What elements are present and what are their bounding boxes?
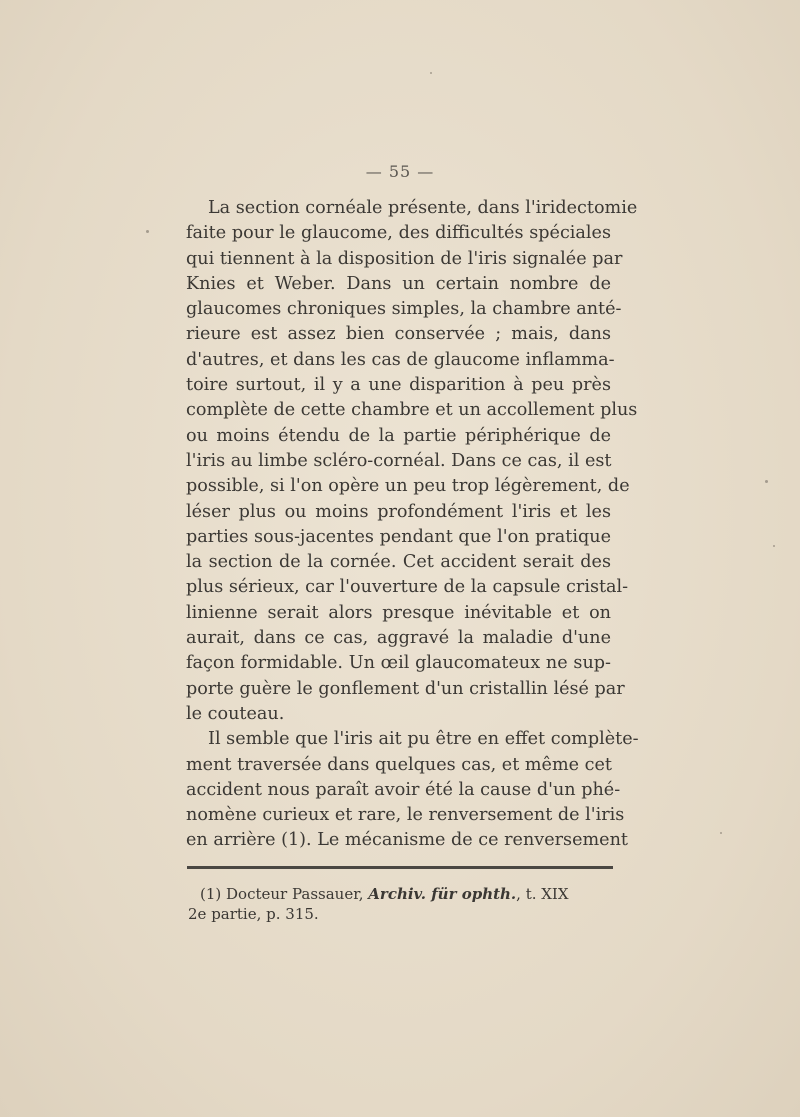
text-line: l'iris au limbe scléro-cornéal. Dans ce cas, il est — [186, 450, 612, 471]
footnote-suffix: , t. XIX — [516, 885, 569, 903]
text-line: Il semble que l'iris ait pu être en effet complète- — [208, 729, 639, 750]
page-number: — 55 — — [365, 162, 435, 181]
text-line: glaucomes chroniques simples, la chambre anté- — [186, 299, 622, 320]
text-line: possible, si l'on opère un peu trop légèrement, de — [186, 476, 630, 497]
paper-speck — [765, 480, 768, 483]
text-line: la section de la cornée. Cet accident serait des — [186, 552, 611, 573]
footnote — [188, 884, 620, 924]
text-line: Knies et Weber. Dans un certain nombre de — [186, 273, 611, 294]
text-line: porte guère le gonflement d'un cristallin lésé par — [186, 678, 625, 699]
text-line: faite pour le glaucome, des difficultés spéciales — [186, 223, 611, 244]
text-line: linienne serait alors presque inévitable et on — [186, 602, 611, 623]
footnote-rule — [187, 866, 613, 869]
text-line: complète de cette chambre et un accollement plus — [186, 400, 638, 421]
paper-speck — [720, 832, 722, 834]
footnote-journal: Archiv. für ophth. — [368, 885, 517, 903]
text-line: nomène curieux et rare, le renversement de l'iris — [186, 805, 625, 826]
footnote-prefix: (1) Docteur Passauer, — [200, 885, 369, 903]
body-text — [186, 196, 639, 854]
text-line: façon formidable. Un œil glaucomateux ne sup- — [186, 653, 611, 674]
text-line: d'autres, et dans les cas de glaucome inflamma- — [186, 349, 615, 370]
paper-speck — [430, 72, 432, 74]
text-line: rieure est assez bien conservée ; mais, dans — [186, 324, 611, 345]
text-line: parties sous-jacentes pendant que l'on pratique — [186, 526, 611, 547]
text-line: léser plus ou moins profondément l'iris et les — [186, 501, 611, 522]
text-line: en arrière (1). Le mécanisme de ce renversement — [186, 830, 628, 851]
footnote-line-2: 2e partie, p. 315. — [188, 905, 319, 923]
text-line: le couteau. — [186, 703, 285, 724]
text-line: aurait, dans ce cas, aggravé la maladie d'une — [186, 628, 611, 649]
text-line: ou moins étendu de la partie périphérique de — [186, 425, 611, 446]
text-line: toire surtout, il y a une disparition à peu près — [186, 375, 611, 396]
text-line: La section cornéale présente, dans l'iridectomie — [208, 198, 638, 218]
text-line: ment traversée dans quelques cas, et même cet — [186, 754, 612, 775]
footnote-line-1 — [200, 884, 620, 904]
paper-speck — [773, 545, 775, 547]
text-line: plus sérieux, car l'ouverture de la capsule cristal- — [186, 577, 629, 598]
paper-speck — [146, 230, 149, 233]
text-line: accident nous paraît avoir été la cause d'un phé- — [186, 779, 621, 800]
text-line: qui tiennent à la disposition de l'iris signalée par — [186, 248, 623, 269]
